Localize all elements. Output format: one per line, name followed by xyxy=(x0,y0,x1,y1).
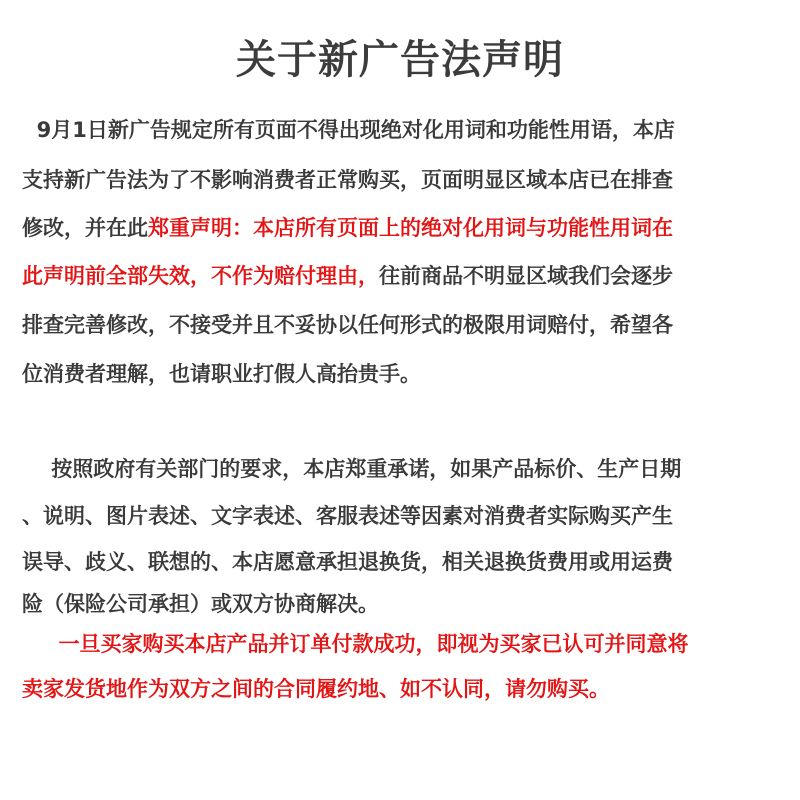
statement-line-2 xyxy=(22,164,800,194)
statement-line-4-text: 往前商品不明显区域我们会逐步 xyxy=(379,264,673,288)
purchase-notice-line-2 xyxy=(22,673,800,703)
commitment-line-3 xyxy=(22,546,800,576)
commitment-line-2 xyxy=(22,500,800,530)
commitment-line-4-text: 险（保险公司承担）或双方协商解决。 xyxy=(22,592,379,616)
statement-line-6-text: 位消费者理解，也请职业打假人高抬贵手。 xyxy=(22,362,421,386)
statement-line-1 xyxy=(22,114,800,144)
statement-line-5-text: 排查完善修改，不接受并且不妥协以任何形式的极限用词赔付，希望各 xyxy=(22,313,673,337)
commitment-line-1 xyxy=(22,453,800,483)
statement-line-1-text: 9月1日新广告规定所有页面不得出现绝对化用词和功能性用语，本店 xyxy=(22,118,675,142)
purchase-notice-line-2-text: 卖家发货地作为双方之间的合同履约地、如不认同，请勿购买。 xyxy=(22,677,610,701)
commitment-line-4 xyxy=(22,588,800,618)
statement-line-4 xyxy=(22,260,800,290)
statement-line-3-emphasis: 郑重声明：本店所有页面上的绝对化用词与功能性用词在 xyxy=(148,216,673,240)
statement-line-3-text: 修改，并在此 xyxy=(22,216,148,240)
statement-line-2-text: 支持新广告法为了不影响消费者正常购买，页面明显区域本店已在排查 xyxy=(22,168,673,192)
statement-line-3 xyxy=(22,212,800,242)
purchase-notice-line-1 xyxy=(22,628,800,658)
statement-line-4-emphasis: 此声明前全部失效，不作为赔付理由， xyxy=(22,264,379,288)
commitment-line-3-text: 误导、歧义、联想的、本店愿意承担退换货，相关退换货费用或用运费 xyxy=(22,550,673,574)
statement-line-6 xyxy=(22,358,800,388)
commitment-line-1-text: 按照政府有关部门的要求，本店郑重承诺，如果产品标价、生产日期 xyxy=(22,457,682,481)
commitment-line-2-text: 、说明、图片表述、文字表述、客服表述等因素对消费者实际购买产生 xyxy=(22,504,673,528)
page-title: 关于新广告法声明 xyxy=(236,37,564,83)
purchase-notice-line-1-text: 一旦买家购买本店产品并订单付款成功，即视为买家已认可并同意将 xyxy=(22,632,689,656)
statement-line-5 xyxy=(22,309,800,339)
